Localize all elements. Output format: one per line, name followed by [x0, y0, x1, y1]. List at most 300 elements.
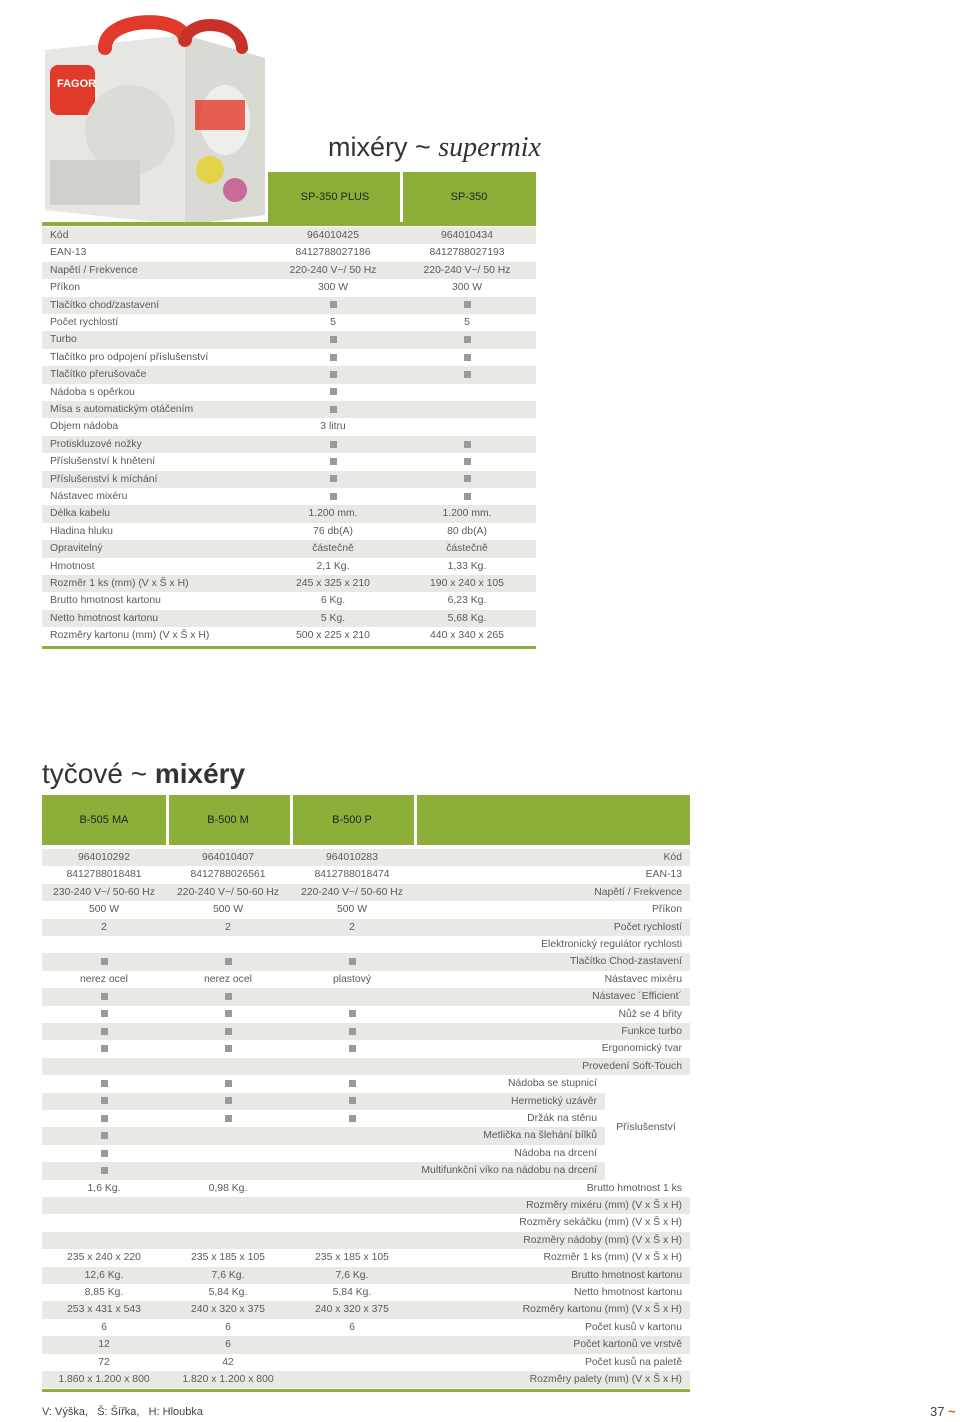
feature-check-icon	[101, 1010, 108, 1017]
row-label: Počet kartonů ve vrstvě	[573, 1339, 682, 1351]
table-row	[42, 401, 536, 418]
value-b-500-p	[290, 1093, 414, 1110]
feature-check-icon	[330, 441, 337, 448]
value-b-500-p: 240 x 320 x 375	[315, 1304, 389, 1316]
table-row	[42, 901, 690, 918]
table-row	[42, 627, 536, 644]
value-sp350plus: 5 Kg.	[320, 612, 346, 624]
table-row	[42, 523, 536, 540]
row-label: Tlačítko Chod-zastavení	[569, 956, 682, 968]
value-b-500-p	[290, 1127, 414, 1144]
value-b-500-p: plastový	[332, 973, 372, 985]
table-row	[42, 1197, 690, 1214]
row-label: Rozměry sekáčku (mm) (V x Š x H)	[519, 1217, 682, 1229]
table-row	[42, 1232, 690, 1249]
header-divider	[414, 795, 417, 845]
brand-logo: FAGOR	[57, 78, 97, 90]
table-row	[42, 1319, 690, 1336]
row-label: Kód	[663, 852, 682, 863]
table-row	[42, 384, 536, 401]
value-b-505-ma	[42, 1110, 166, 1127]
value-sp350: 440 x 340 x 265	[430, 630, 504, 642]
value-sp350: 300 W	[451, 282, 483, 294]
feature-check-icon	[330, 354, 337, 361]
value-sp350plus	[278, 384, 388, 401]
feature-check-icon	[101, 1028, 108, 1035]
value-b-500-m	[166, 1197, 290, 1214]
row-label: Brutto hmotnost 1 ks	[586, 1182, 682, 1194]
value-b-500-m: 500 W	[212, 904, 244, 916]
value-b-500-m	[166, 953, 290, 970]
value-sp350: 220-240 V~/ 50 Hz	[423, 264, 511, 276]
value-sp350plus	[278, 453, 388, 470]
value-sp350plus: 964010425	[306, 230, 359, 241]
row-label: Elektronický regulátor rychlosti	[541, 939, 682, 950]
value-b-500-p: 8412788018474	[314, 869, 390, 881]
value-b-500-m	[166, 1023, 290, 1040]
table-row	[42, 1023, 690, 1040]
value-sp350plus	[278, 401, 388, 418]
row-label: Netto hmotnost kartonu	[50, 612, 159, 624]
value-sp350plus: 2,1 Kg.	[316, 560, 350, 572]
value-b-500-p	[290, 1162, 414, 1179]
feature-check-icon	[464, 354, 471, 361]
table-row	[42, 331, 536, 348]
value-b-500-m	[166, 1040, 290, 1057]
feature-check-icon	[101, 1150, 108, 1157]
value-b-500-p: 964010283	[325, 852, 378, 863]
value-b-500-p: 2	[349, 921, 355, 933]
table-row	[42, 505, 536, 522]
feature-check-icon	[330, 371, 337, 378]
value-sp350plus: 500 x 225 x 210	[296, 630, 370, 642]
feature-check-icon	[464, 336, 471, 343]
table-row	[42, 436, 536, 453]
table-row	[42, 540, 536, 557]
feature-check-icon	[101, 1167, 108, 1174]
value-b-505-ma	[42, 953, 166, 970]
value-b-505-ma: 2	[101, 921, 107, 933]
table-row	[42, 919, 690, 936]
value-b-500-m	[166, 1006, 290, 1023]
table-row	[42, 1075, 605, 1092]
row-label: Provedení Soft-Touch	[582, 1060, 682, 1072]
value-b-505-ma	[42, 1232, 166, 1249]
feature-check-icon	[225, 1097, 232, 1104]
value-b-500-p	[290, 1006, 414, 1023]
table-row	[42, 1058, 690, 1075]
feature-check-icon	[225, 958, 232, 965]
table-row	[42, 453, 536, 470]
value-b-505-ma	[42, 1162, 166, 1179]
feature-check-icon	[101, 958, 108, 965]
value-b-500-m	[166, 1075, 290, 1092]
value-b-500-m: 5,84 Kg.	[208, 1287, 248, 1298]
feature-check-icon	[225, 1010, 232, 1017]
feature-check-icon	[349, 1028, 356, 1035]
row-label: Hladina hluku	[50, 525, 113, 537]
value-sp350: 964010434	[440, 230, 493, 241]
value-b-500-m: 964010407	[201, 852, 254, 863]
value-b-505-ma: 12	[98, 1339, 110, 1351]
value-b-500-m: 2	[225, 921, 231, 933]
table-row	[42, 418, 536, 435]
value-b-500-m	[166, 1162, 290, 1179]
value-b-505-ma: 6	[101, 1321, 107, 1333]
table-row	[42, 349, 536, 366]
row-label: Brutto hmotnost kartonu	[571, 1269, 682, 1281]
header-divider	[166, 795, 169, 845]
value-b-500-p	[290, 1110, 414, 1127]
value-sp350plus	[278, 349, 388, 366]
value-b-500-p	[290, 1197, 414, 1214]
row-label: Nádoba na drcení	[514, 1147, 597, 1159]
row-label: Nůž se 4 břity	[618, 1008, 682, 1020]
row-label: Metlička na šlehání bílků	[483, 1130, 597, 1142]
value-sp350: 5,68 Kg.	[447, 612, 487, 624]
table-row	[42, 575, 536, 592]
feature-check-icon	[349, 1010, 356, 1017]
row-label: Rozměry nádoby (mm) (V x Š x H)	[523, 1234, 682, 1246]
title-italic: supermix	[438, 132, 541, 163]
value-b-500-m: nerez ocel	[204, 973, 252, 985]
table-row	[42, 1267, 690, 1284]
row-label: Rozměry kartonu (mm) (V x Š x H)	[522, 1304, 682, 1316]
row-label: Opravitelný	[50, 543, 103, 555]
value-sp350: 6,23 Kg.	[447, 595, 487, 607]
row-label: Nástavec ´Efficient´	[592, 991, 682, 1003]
column-header-b500p: B-500 P	[290, 795, 414, 845]
feature-check-icon	[101, 1045, 108, 1052]
column-header-sp350plus: SP-350 PLUS	[268, 172, 402, 222]
value-sp350	[412, 331, 522, 348]
value-sp350	[412, 349, 522, 366]
feature-check-icon	[101, 993, 108, 1000]
value-sp350plus	[278, 488, 388, 505]
value-sp350	[412, 436, 522, 453]
row-label: Objem nádoba	[50, 421, 119, 433]
row-label: Nádoba s opěrkou	[50, 386, 135, 398]
row-label: Mísa s automatickým otáčením	[50, 404, 194, 415]
feature-check-icon	[225, 1045, 232, 1052]
value-b-500-p	[290, 1058, 414, 1075]
value-b-500-m: 1.820 x 1.200 x 800	[182, 1374, 274, 1385]
value-b-505-ma	[42, 988, 166, 1005]
value-sp350plus	[278, 436, 388, 453]
feature-check-icon	[464, 475, 471, 482]
value-b-505-ma	[42, 1197, 166, 1214]
value-b-505-ma: 12,6 Kg.	[84, 1269, 124, 1281]
value-b-500-m: 7,6 Kg.	[211, 1269, 245, 1281]
table-row	[42, 610, 536, 627]
value-b-500-p	[290, 1075, 414, 1092]
section-title-stick-mixers: tyčové ~ mixéry	[42, 758, 246, 789]
page-number: 37 ~	[930, 1404, 956, 1419]
value-sp350: 190 x 240 x 105	[430, 578, 504, 589]
table-row	[42, 988, 690, 1005]
title-bold: mixéry	[154, 758, 246, 789]
row-label: Tlačítko pro odpojení příslušenství	[50, 351, 209, 363]
table-row	[42, 953, 690, 970]
value-b-505-ma: 230-240 V~/ 50-60 Hz	[53, 886, 155, 898]
product-box-image	[10, 10, 280, 225]
value-b-500-m	[166, 1145, 290, 1162]
feature-check-icon	[330, 458, 337, 465]
value-sp350	[412, 471, 522, 488]
table-row	[42, 1336, 690, 1353]
row-label: Ergonomický tvar	[601, 1043, 682, 1055]
value-sp350plus: 76 db(A)	[313, 525, 353, 537]
row-label: Nástavec mixéru	[50, 491, 128, 502]
feature-check-icon	[225, 1028, 232, 1035]
table-row	[42, 262, 536, 279]
value-b-505-ma: nerez ocel	[80, 973, 128, 985]
feature-check-icon	[225, 993, 232, 1000]
value-b-505-ma	[42, 1145, 166, 1162]
row-label: Kód	[50, 230, 69, 241]
table-row	[42, 558, 536, 575]
value-sp350: 5	[464, 317, 470, 328]
header-underline	[42, 222, 536, 226]
header-blank	[414, 795, 690, 845]
row-label: EAN-13	[50, 247, 87, 259]
row-label: Příkon	[50, 282, 81, 294]
row-label: Netto hmotnost kartonu	[573, 1287, 682, 1298]
value-b-505-ma	[42, 936, 166, 953]
row-label: Protiskluzové nožky	[50, 438, 142, 450]
row-label: Délka kabelu	[50, 508, 111, 520]
value-sp350plus: částečně	[312, 543, 354, 555]
value-b-505-ma: 964010292	[77, 852, 130, 863]
table-row	[42, 1040, 690, 1057]
value-b-500-m: 6	[225, 1339, 231, 1351]
feature-check-icon	[330, 301, 337, 308]
value-sp350plus	[278, 366, 388, 383]
row-label: Funkce turbo	[621, 1026, 682, 1037]
row-label: Počet rychlostí	[50, 317, 119, 328]
row-label: Držák na stěnu	[527, 1113, 597, 1124]
value-sp350plus: 8412788027186	[295, 247, 371, 259]
value-sp350	[412, 488, 522, 505]
row-label: Rozměry mixéru (mm) (V x Š x H)	[526, 1200, 682, 1211]
value-b-500-m	[166, 988, 290, 1005]
value-b-505-ma: 8,85 Kg.	[84, 1287, 124, 1298]
value-b-500-p	[290, 1023, 414, 1040]
value-b-505-ma: 235 x 240 x 220	[67, 1252, 141, 1264]
feature-check-icon	[349, 1097, 356, 1104]
value-sp350plus: 6 Kg.	[320, 595, 346, 607]
row-label: Nádoba se stupnicí	[508, 1078, 597, 1090]
table-row	[42, 366, 536, 383]
header-divider	[290, 795, 293, 845]
table-row	[42, 1006, 690, 1023]
row-label: Hmotnost	[50, 560, 95, 572]
row-label: Příslušenství k hnětení	[50, 456, 156, 468]
value-b-500-p: 235 x 185 x 105	[315, 1252, 389, 1264]
value-b-505-ma	[42, 1127, 166, 1144]
table-row	[42, 1214, 690, 1231]
value-b-505-ma: 8412788018481	[66, 869, 142, 881]
value-b-500-m	[166, 1058, 290, 1075]
value-b-500-p	[290, 1232, 414, 1249]
table-row	[42, 1249, 690, 1266]
row-label: Rozměr 1 ks (mm) (V x Š x H)	[543, 1252, 682, 1264]
value-sp350plus: 220-240 V~/ 50 Hz	[289, 264, 377, 276]
feature-check-icon	[464, 493, 471, 500]
column-header-b500m: B-500 M	[166, 795, 290, 845]
value-sp350: 80 db(A)	[447, 525, 487, 537]
value-b-500-m: 6	[225, 1321, 231, 1333]
table-row	[42, 1301, 690, 1318]
table-row	[42, 971, 690, 988]
value-sp350plus: 5	[330, 317, 336, 328]
value-sp350plus: 245 x 325 x 210	[296, 578, 370, 589]
value-b-500-p	[290, 1180, 414, 1197]
feature-check-icon	[464, 458, 471, 465]
value-b-505-ma: 253 x 431 x 543	[67, 1304, 141, 1316]
feature-check-icon	[349, 1115, 356, 1122]
table-row	[42, 227, 536, 244]
value-b-500-p: 7,6 Kg.	[335, 1269, 369, 1281]
table-row	[42, 1145, 605, 1162]
table-row	[42, 849, 690, 866]
value-b-500-p	[290, 1354, 414, 1371]
table-row	[42, 1354, 690, 1371]
table-row	[42, 1162, 605, 1179]
row-label: Příkon	[651, 904, 682, 916]
value-sp350	[412, 453, 522, 470]
value-b-500-m	[166, 1093, 290, 1110]
row-label: Multifunkční víko na nádobu na drcení	[421, 1165, 597, 1177]
value-b-505-ma	[42, 1006, 166, 1023]
value-sp350plus: 1.200 mm.	[308, 508, 358, 520]
table-row	[42, 244, 536, 261]
row-label: Příslušenství k míchání	[50, 473, 158, 485]
row-label: Hermetický uzávěr	[510, 1095, 597, 1107]
row-label: Počet kusů v kartonu	[584, 1321, 682, 1333]
value-b-505-ma	[42, 1058, 166, 1075]
value-sp350	[412, 384, 522, 401]
value-b-500-m	[166, 1214, 290, 1231]
feature-check-icon	[464, 441, 471, 448]
table-bottom-line	[42, 1389, 690, 1392]
value-b-500-p	[290, 953, 414, 970]
row-label: Tlačítko přerušovače	[50, 369, 147, 381]
row-label: Tlačítko chod/zastavení	[50, 299, 160, 311]
column-header-b505ma: B-505 MA	[42, 795, 166, 845]
column-header-sp350: SP-350	[402, 172, 536, 222]
value-sp350	[412, 401, 522, 418]
value-b-505-ma	[42, 1040, 166, 1057]
value-sp350: 8412788027193	[429, 247, 505, 259]
value-b-500-p: 5,84 Kg.	[332, 1287, 372, 1298]
table-row	[42, 488, 536, 505]
header-divider	[400, 172, 403, 222]
feature-check-icon	[464, 371, 471, 378]
value-b-500-p	[290, 1214, 414, 1231]
feature-check-icon	[330, 388, 337, 395]
table-row	[42, 1127, 605, 1144]
table-row	[42, 1371, 690, 1388]
value-b-500-m	[166, 1127, 290, 1144]
feature-check-icon	[225, 1080, 232, 1087]
value-b-505-ma	[42, 1075, 166, 1092]
value-b-500-p	[290, 1371, 414, 1388]
value-sp350	[412, 297, 522, 314]
feature-check-icon	[101, 1115, 108, 1122]
value-b-500-m: 0,98 Kg.	[208, 1182, 248, 1194]
feature-check-icon	[101, 1097, 108, 1104]
table-row	[42, 297, 536, 314]
value-sp350: 1.200 mm.	[442, 508, 492, 520]
value-b-505-ma: 1,6 Kg.	[87, 1182, 121, 1194]
table-bottom-line	[42, 646, 536, 649]
table-row	[42, 1284, 690, 1301]
value-sp350	[412, 418, 522, 435]
feature-check-icon	[101, 1080, 108, 1087]
row-label: Počet rychlostí	[613, 921, 682, 933]
value-sp350plus: 3 litru	[320, 421, 346, 433]
table-row	[42, 279, 536, 296]
value-b-500-m: 220-240 V~/ 50-60 Hz	[177, 886, 279, 898]
table-row	[42, 866, 690, 883]
table-row	[42, 471, 536, 488]
feature-check-icon	[330, 475, 337, 482]
feature-check-icon	[330, 406, 337, 413]
value-b-500-p: 6	[349, 1321, 355, 1333]
value-b-500-p	[290, 1040, 414, 1057]
table-row	[42, 592, 536, 609]
feature-check-icon	[349, 1080, 356, 1087]
table-row	[42, 1093, 605, 1110]
row-label: Rozměr 1 ks (mm) (V x Š x H)	[50, 578, 189, 589]
row-label: Počet kusů na paletě	[584, 1356, 682, 1368]
feature-check-icon	[464, 301, 471, 308]
value-b-505-ma: 500 W	[88, 904, 120, 916]
value-b-500-p	[290, 988, 414, 1005]
feature-check-icon	[330, 336, 337, 343]
value-b-500-m	[166, 936, 290, 953]
feature-check-icon	[349, 1045, 356, 1052]
table-row	[42, 936, 690, 953]
value-b-500-p	[290, 1145, 414, 1162]
value-sp350plus: 300 W	[317, 282, 349, 294]
value-b-505-ma: 1.860 x 1.200 x 800	[58, 1374, 150, 1385]
table-row	[42, 884, 690, 901]
dimension-legend: V: Výška, Š: Šířka, H: Hloubka	[42, 1406, 203, 1418]
accessories-group-label: Příslušenství	[616, 1122, 676, 1133]
row-label: Brutto hmotnost kartonu	[50, 595, 161, 607]
value-b-505-ma	[42, 1093, 166, 1110]
row-label: Rozměry palety (mm) (V x Š x H)	[529, 1374, 682, 1385]
value-b-500-m	[166, 1110, 290, 1127]
row-label: Rozměry kartonu (mm) (V x Š x H)	[50, 630, 210, 642]
value-b-500-p: 220-240 V~/ 50-60 Hz	[301, 886, 403, 898]
value-b-500-p	[290, 1336, 414, 1353]
row-label: Napětí / Frekvence	[594, 886, 682, 898]
feature-check-icon	[225, 1115, 232, 1122]
value-sp350plus	[278, 331, 388, 348]
value-b-500-m: 240 x 320 x 375	[191, 1304, 265, 1316]
table-row	[42, 314, 536, 331]
row-label: Turbo	[50, 334, 77, 346]
value-b-505-ma	[42, 1023, 166, 1040]
feature-check-icon	[349, 958, 356, 965]
section-title-supermix: mixéry ~ supermix	[328, 132, 541, 163]
value-b-500-m: 235 x 185 x 105	[191, 1252, 265, 1264]
value-b-500-p	[290, 936, 414, 953]
value-b-500-m	[166, 1232, 290, 1249]
